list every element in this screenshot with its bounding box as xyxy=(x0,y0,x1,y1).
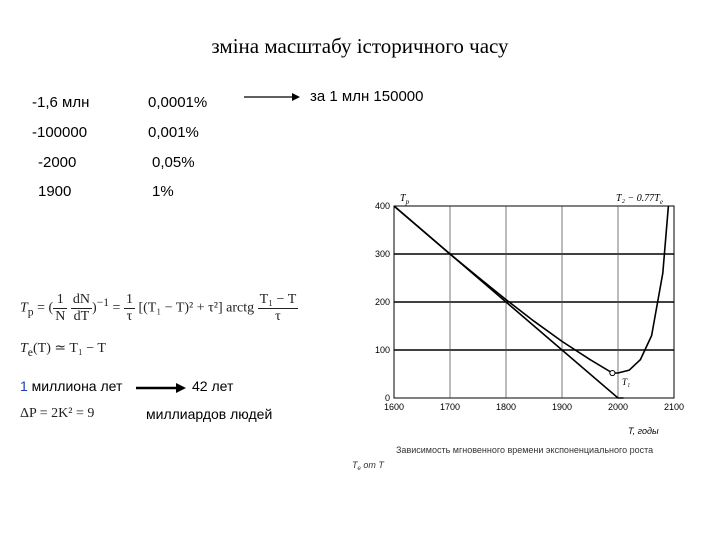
formula-te-rest: (T) ≃ T₁ − T xyxy=(32,341,106,356)
right-arrow-icon xyxy=(244,90,300,104)
chart-caption-2: $T_e$ от T xyxy=(352,460,384,472)
formula-tp-sub: p xyxy=(27,305,34,319)
chart-series-line-1 xyxy=(394,206,668,373)
billion-note: миллиардов людей xyxy=(146,406,273,422)
million-note xyxy=(20,378,122,394)
formula-te xyxy=(20,340,106,359)
formula-tp-var: T xyxy=(20,300,28,316)
arrow-note: за 1 млн 150000 xyxy=(310,88,424,105)
chart-top-right-label: $T_2 - 0.77T_e$ xyxy=(616,193,663,206)
chart-y-label: $T_p$ xyxy=(400,193,410,206)
row-4-time: 1900 xyxy=(38,183,72,200)
chart-y-tick: 100 xyxy=(374,345,390,355)
chart-x-tick: 2100 xyxy=(663,402,685,412)
chart-x-ticks xyxy=(384,402,684,412)
chart-grid xyxy=(394,206,674,398)
million-prefix: 1 xyxy=(20,378,28,394)
chart-x-tick: 1600 xyxy=(383,402,405,412)
formula-te-var: T xyxy=(20,341,28,356)
chart-y-ticks xyxy=(375,201,390,403)
row-2-percent: 0,001% xyxy=(148,124,199,141)
chart-marker-t1 xyxy=(610,370,615,375)
chart-y-tick: 400 xyxy=(374,201,390,211)
formula-eq: = xyxy=(37,300,46,316)
chart-y-tick: 300 xyxy=(374,249,390,259)
chart xyxy=(352,188,718,472)
formula-frac4-den: τ xyxy=(275,309,281,324)
formula-tp: $T_p$ = ( $\frac{1}{N}$ $\frac{dN}{dT}$ )$^{-1}$ = $\frac{1}{\tau}$ [(T₁ − T)² + τ²] arctg $\frac{\text{T₁ − T}}{\tau}$ xyxy=(20,292,297,324)
formula-frac2-den: dT xyxy=(73,309,90,324)
formula-frac1-num: 1 xyxy=(53,292,67,309)
row-2-time: -100000 xyxy=(32,124,88,141)
years-note: 42 лет xyxy=(192,378,234,394)
row-3-time: -2000 xyxy=(38,154,77,171)
chart-x-tick: 1800 xyxy=(495,402,517,412)
million-rest: миллиона лет xyxy=(27,378,123,394)
chart-y-tick: 200 xyxy=(374,297,390,307)
formula-frac3-num: 1 xyxy=(125,292,133,307)
chart-x-tick: 1900 xyxy=(551,402,573,412)
right-arrow-icon-2 xyxy=(136,382,186,394)
formula-bracket: [(T₁ − T)² + τ²] xyxy=(138,300,223,316)
slide-title: зміна масштабу історичного часу xyxy=(211,34,509,58)
chart-t1-label: T₁ xyxy=(622,377,631,387)
row-3-percent: 0,05% xyxy=(152,154,195,171)
formula-frac3-den: τ xyxy=(126,309,133,324)
row-1-percent: 0,0001% xyxy=(148,94,208,111)
formula-eq2: = xyxy=(112,300,121,316)
chart-y-tick: 0 xyxy=(384,393,390,403)
formula-frac1-den: N xyxy=(55,309,66,324)
chart-x-tick: 2000 xyxy=(607,402,629,412)
formula-frac2-num: dN xyxy=(72,292,90,307)
formula-te-sub: e xyxy=(27,345,33,359)
chart-x-tick: 1700 xyxy=(439,402,461,412)
delta-p-formula: ΔP = 2K² = 9 xyxy=(20,406,95,421)
row-1-time: -1,6 млн xyxy=(32,94,90,111)
chart-x-label: T, годы xyxy=(628,426,659,436)
chart-caption: Зависимость мгновенного времени экспоненциального роста xyxy=(396,445,654,455)
formula-arctg: arctg xyxy=(226,300,255,316)
formula-power: −1 xyxy=(96,296,110,310)
formula-frac4-num: T₁ − T xyxy=(259,292,297,307)
row-4-percent: 1% xyxy=(152,183,174,200)
